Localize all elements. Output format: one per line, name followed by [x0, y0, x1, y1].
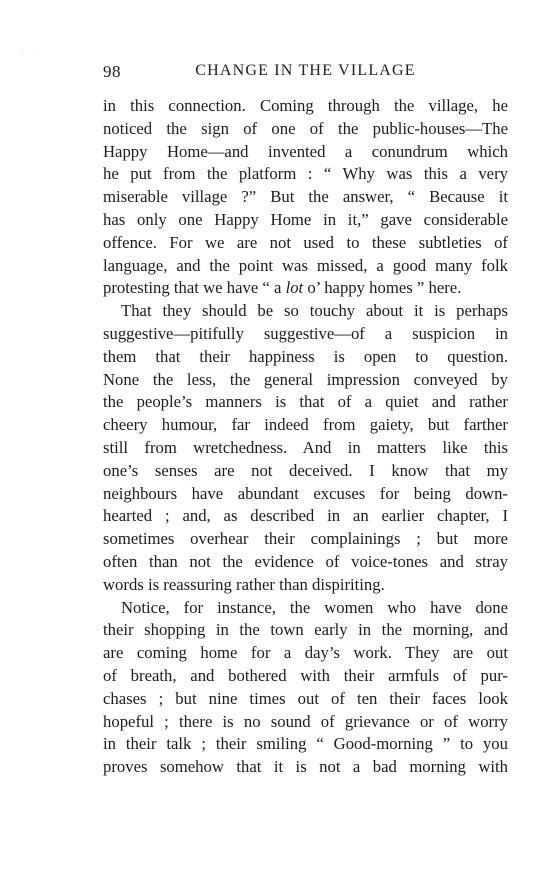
- page-header: [103, 62, 508, 86]
- text-line: are coming home for a day’s work. They are out: [103, 643, 508, 663]
- text-line: one’s senses are not deceived. I know that my: [103, 460, 508, 480]
- text-line: noticed the sign of one of the public-houses—The: [103, 118, 508, 138]
- text-line: cheery humour, far indeed from gaiety, but farther: [103, 415, 508, 435]
- paper-speck: [36, 50, 37, 51]
- text-line: hopeful ; there is no sound of grievance or of worry: [103, 711, 508, 731]
- text-line: Happy Home—and invented a conundrum which: [103, 141, 508, 161]
- text-line: proves somehow that it is not a bad morning with: [103, 757, 508, 777]
- body-text: [103, 95, 508, 779]
- text-line: chases ; but nine times out of ten their faces look: [103, 688, 508, 708]
- italic-word: lot: [285, 278, 304, 298]
- text-line: the people’s manners is that of a quiet and rather: [103, 392, 508, 412]
- text-line: them that their happiness is open to question.: [103, 346, 508, 366]
- running-head: CHANGE IN THE VILLAGE: [195, 62, 416, 79]
- page-number: 98: [103, 62, 121, 81]
- text-line: protesting that we have “ a lot o’ happy homes ” here.: [103, 278, 462, 298]
- text-line: in this connection. Coming through the village, he: [103, 96, 508, 115]
- text-line: he put from the platform : “ Why was this a very: [103, 164, 508, 184]
- paper-speck: [22, 49, 23, 50]
- text-line: None the less, the general impression conveyed by: [103, 369, 508, 389]
- text-line: That they should be so touchy about it is perhaps: [121, 301, 508, 321]
- text-line: often than not the evidence of voice-tones and stray: [103, 551, 508, 571]
- text-line: hearted ; and, as described in an earlier chapter, I: [103, 506, 508, 526]
- text-line: still from wretchedness. And in matters like this: [103, 437, 508, 457]
- text-line: their shopping in the town early in the morning, and: [103, 620, 508, 640]
- text-line: offence. For we are not used to these subtleties of: [103, 232, 508, 252]
- text-line: neighbours have abundant excuses for being down-: [103, 483, 508, 503]
- text-line: in their talk ; their smiling “ Good-morning ” to you: [103, 734, 508, 754]
- text-line: suggestive—pitifully suggestive—of a suspicion in: [103, 323, 508, 343]
- text-line: miserable village ?” But the answer, “ Because it: [103, 187, 508, 207]
- text-line: words is reassuring rather than dispiriting.: [103, 574, 385, 594]
- text-line: language, and the point was missed, a good many folk: [103, 255, 508, 275]
- text-line: has only one Happy Home in it,” gave considerable: [103, 209, 508, 229]
- text-line: sometimes overhear their complainings ; but more: [103, 529, 508, 549]
- text-line: Notice, for instance, the women who have done: [121, 597, 508, 617]
- text-line: of breath, and bothered with their armfuls of pur-: [103, 665, 508, 685]
